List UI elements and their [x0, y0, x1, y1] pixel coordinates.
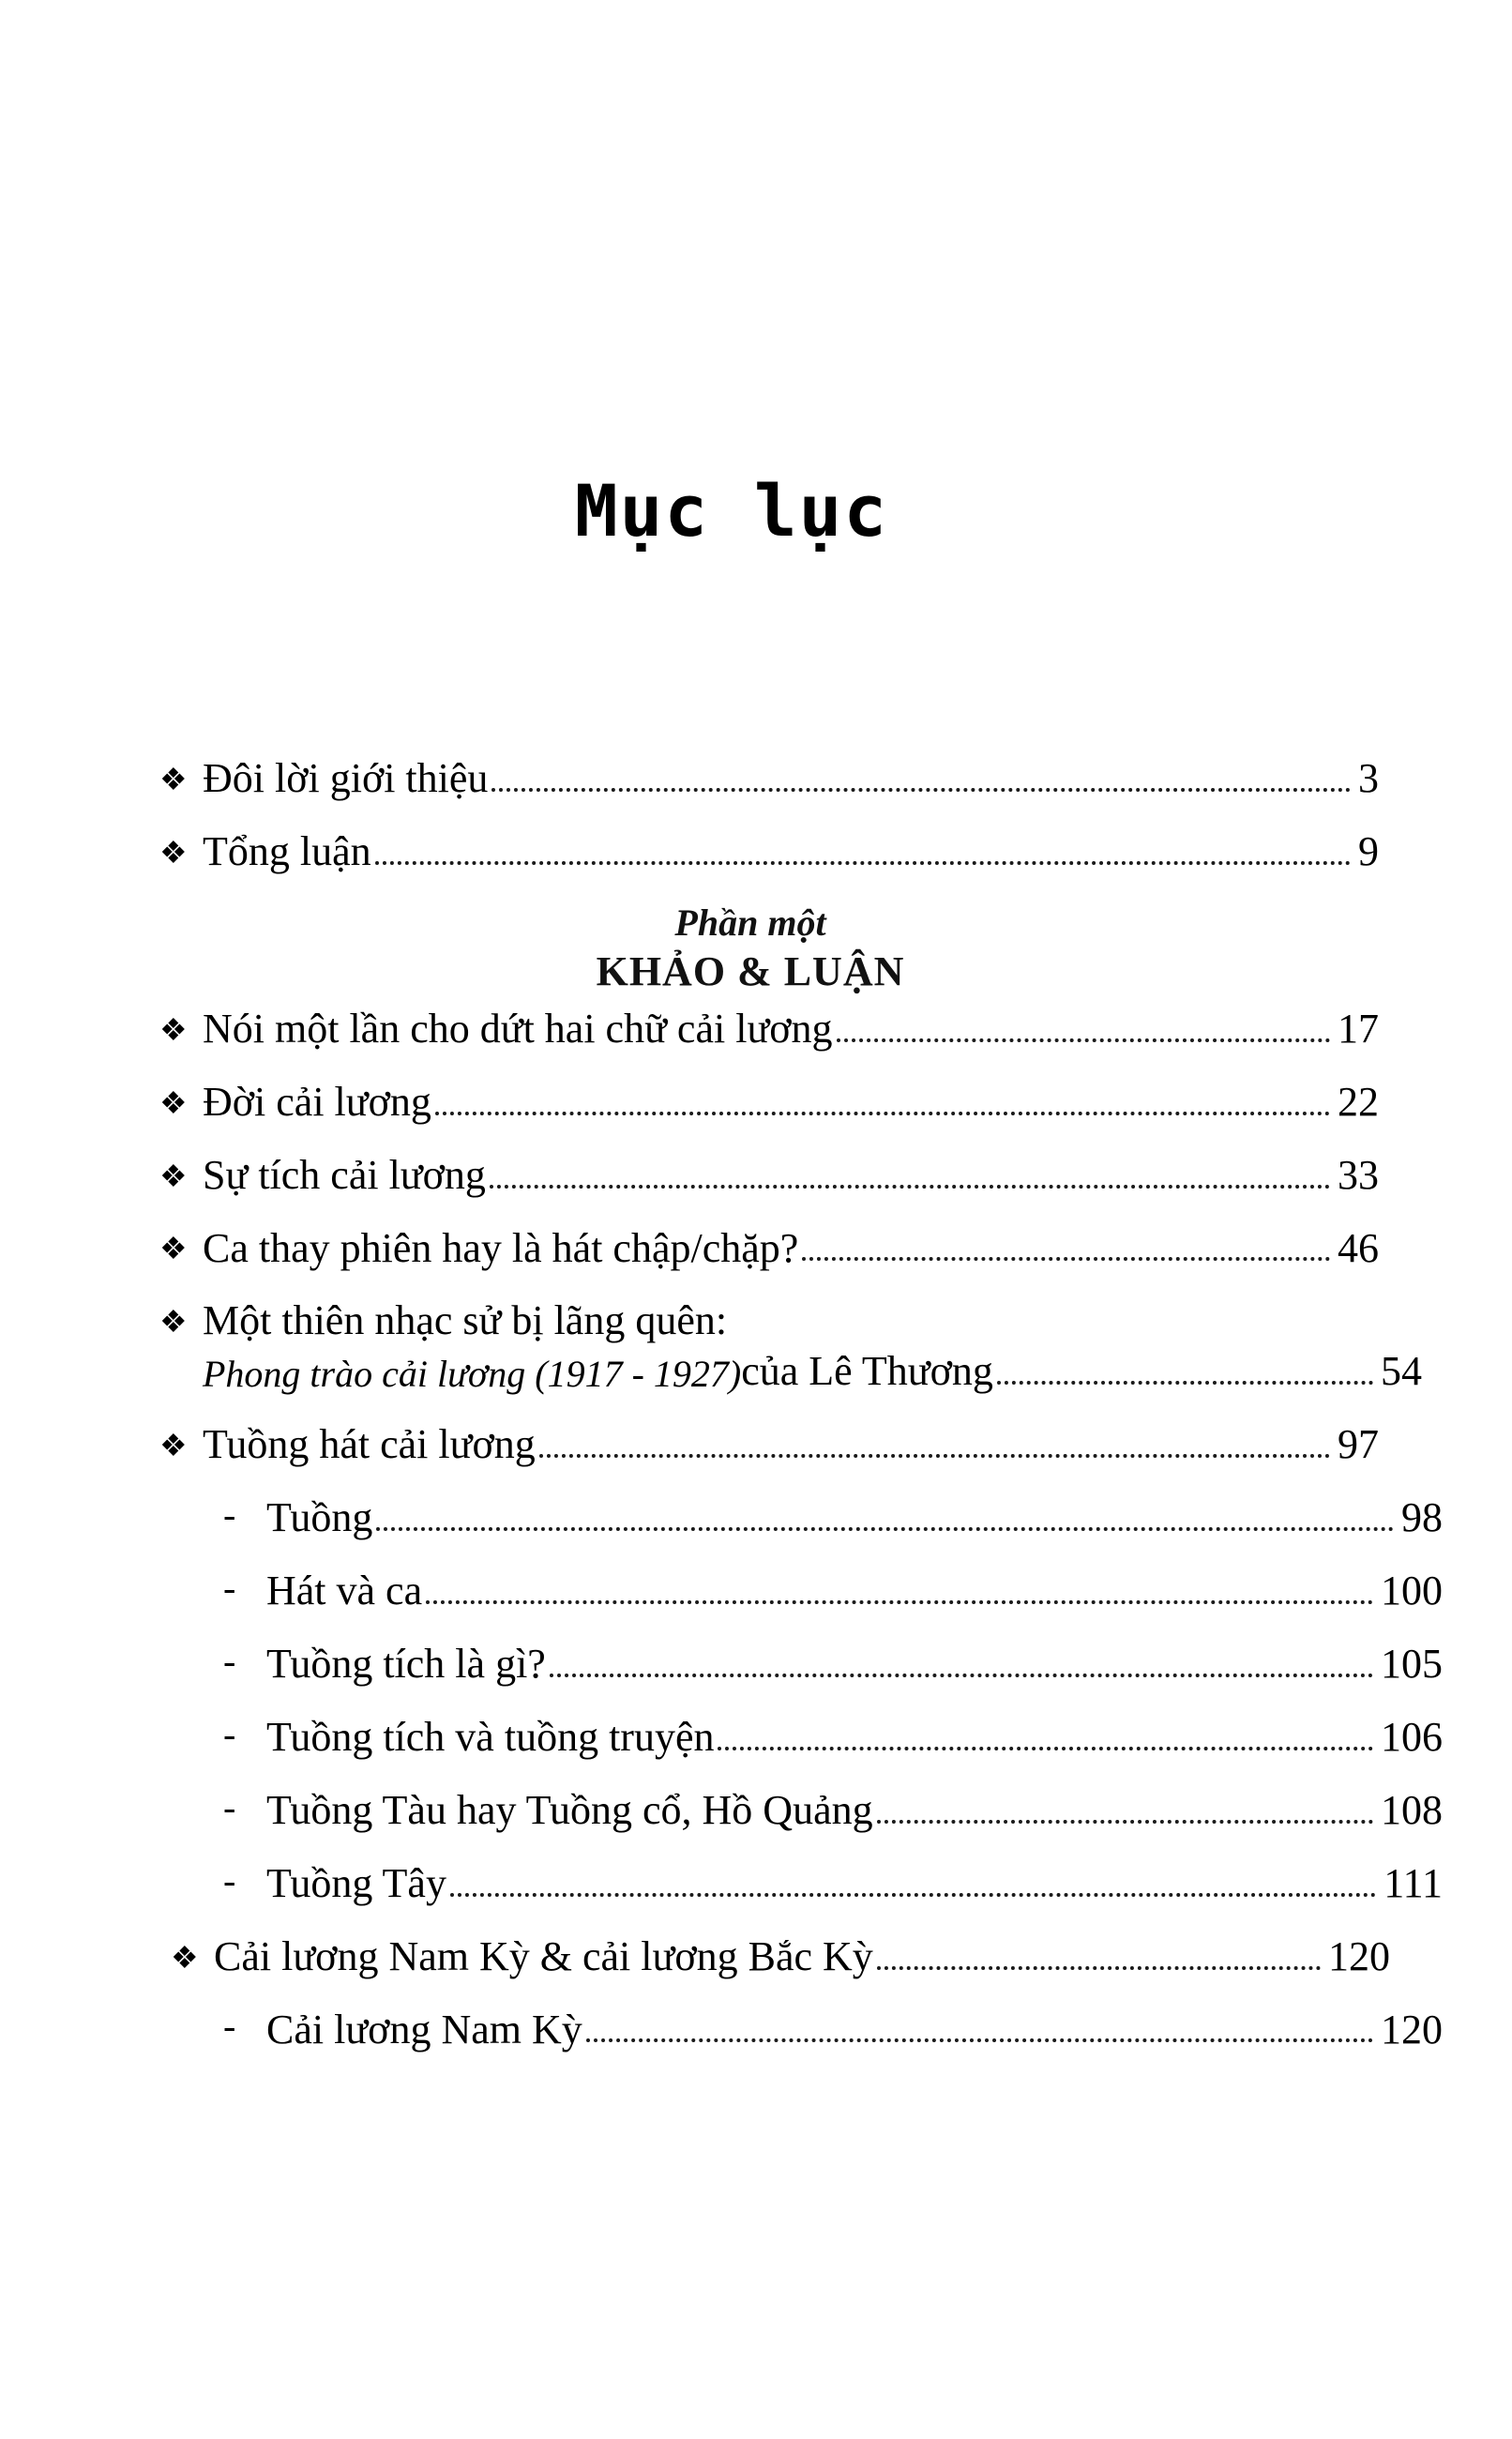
- list-item[interactable]: [159, 827, 1379, 876]
- list-item[interactable]: [159, 1493, 1443, 1542]
- toc-entry-label: Đời cải lương: [203, 1078, 431, 1125]
- table-of-contents: [159, 754, 1443, 2053]
- dot-leader: [802, 1256, 1330, 1261]
- toc-entry-label-rest: của Lê Thương: [741, 1348, 993, 1395]
- toc-entry-label: Đôi lời giới thiệu: [203, 755, 489, 801]
- dot-leader: [491, 787, 1351, 792]
- toc-entry-page: 106: [1381, 1713, 1443, 1760]
- diamond-bullet-icon: ❖: [159, 763, 188, 797]
- toc-entry-page: 97: [1338, 1421, 1379, 1468]
- toc-entry-label: Tuồng Tàu hay Tuồng cổ, Hồ Quảng: [266, 1786, 873, 1833]
- toc-entry-label-italic: Phong trào cải lương (1917 - 1927): [203, 1353, 742, 1396]
- diamond-bullet-icon: ❖: [171, 1941, 199, 1976]
- toc-entry-label: Tuồng tích là gì?: [266, 1640, 546, 1687]
- dot-leader: [435, 1111, 1330, 1115]
- list-item[interactable]: [159, 1567, 1443, 1615]
- diamond-bullet-icon: ❖: [159, 1086, 188, 1121]
- toc-entry-label: Tổng luận: [203, 827, 371, 874]
- diamond-bullet-icon: ❖: [159, 1233, 188, 1267]
- toc-entry-page: 3: [1358, 755, 1379, 801]
- list-item[interactable]: [159, 1005, 1379, 1053]
- list-item[interactable]: [159, 1296, 1379, 1345]
- toc-entry-label: Tuồng: [266, 1494, 373, 1541]
- toc-entry-page: 98: [1401, 1494, 1443, 1541]
- part-heading-line1: Phần một: [674, 901, 826, 944]
- dash-bullet-icon: -: [223, 1566, 236, 1609]
- diamond-bullet-icon: ❖: [159, 1306, 188, 1341]
- diamond-bullet-icon: ❖: [159, 1430, 188, 1464]
- toc-entry-label: Tuồng tích và tuồng truyện: [266, 1713, 715, 1760]
- toc-entry-label: Cải lương Nam Kỳ: [266, 2006, 582, 2053]
- toc-entry-label: Sự tích cải lương: [203, 1151, 486, 1198]
- toc-content: [159, 0, 1443, 2078]
- diamond-bullet-icon: ❖: [159, 1013, 188, 1048]
- list-item[interactable]: [159, 1786, 1443, 1835]
- dot-leader: [550, 1673, 1373, 1677]
- toc-entry-label: Tuồng hát cải lương: [203, 1421, 536, 1468]
- list-item[interactable]: [159, 2006, 1443, 2054]
- toc-entry-page: 33: [1338, 1151, 1379, 1198]
- dot-leader: [837, 1038, 1330, 1042]
- toc-entry-page: 46: [1338, 1224, 1379, 1271]
- toc-entry-continuation[interactable]: [159, 1347, 1422, 1396]
- dot-leader: [718, 1746, 1373, 1750]
- dot-leader: [586, 2038, 1373, 2042]
- toc-entry-label: Ca thay phiên hay là hát chập/chặp?: [203, 1224, 799, 1271]
- toc-entry-label-line1: Một thiên nhạc sử bị lãng quên:: [203, 1297, 728, 1344]
- dot-leader: [877, 1965, 1321, 1970]
- list-item[interactable]: [159, 1420, 1379, 1469]
- dot-leader: [997, 1380, 1373, 1385]
- toc-entry-page: 54: [1381, 1348, 1422, 1395]
- dot-leader: [426, 1599, 1373, 1604]
- toc-entry-page: 120: [1381, 2006, 1443, 2053]
- toc-entry-page: 105: [1381, 1640, 1443, 1687]
- dot-leader: [539, 1453, 1330, 1458]
- list-item[interactable]: [159, 1224, 1379, 1273]
- list-item[interactable]: [159, 1932, 1390, 1981]
- list-item[interactable]: [159, 754, 1379, 803]
- diamond-bullet-icon: ❖: [159, 836, 188, 871]
- dot-leader: [450, 1892, 1376, 1897]
- toc-entry-page: 22: [1338, 1078, 1379, 1125]
- dash-bullet-icon: -: [223, 2005, 236, 2048]
- toc-entry-label: Nói một lần cho dứt hai chữ cải lương: [203, 1005, 833, 1052]
- dash-bullet-icon: -: [223, 1639, 236, 1682]
- toc-entry-page: 100: [1381, 1568, 1443, 1614]
- page-title: Mục lục: [574, 469, 889, 553]
- dash-bullet-icon: -: [223, 1712, 236, 1755]
- toc-entry-page: 108: [1381, 1786, 1443, 1833]
- part-heading-line2: KHẢO & LUẬN: [596, 947, 905, 994]
- dot-leader: [877, 1819, 1373, 1824]
- dot-leader: [490, 1184, 1330, 1189]
- toc-entry-page: 9: [1358, 827, 1379, 874]
- dot-leader: [375, 860, 1351, 865]
- list-item[interactable]: [159, 1640, 1443, 1689]
- toc-entry-label: Hát và ca: [266, 1568, 423, 1614]
- dash-bullet-icon: -: [223, 1785, 236, 1828]
- list-item[interactable]: [159, 1859, 1443, 1908]
- list-item[interactable]: [159, 1713, 1443, 1762]
- list-item[interactable]: [159, 1078, 1379, 1127]
- dash-bullet-icon: -: [223, 1493, 236, 1537]
- list-item[interactable]: [159, 1151, 1379, 1200]
- toc-entry-page: 120: [1328, 1932, 1390, 1979]
- dash-bullet-icon: -: [223, 1858, 236, 1901]
- part-heading: [159, 901, 1379, 997]
- toc-entry-label: Cải lương Nam Kỳ & cải lương Bắc Kỳ: [214, 1932, 873, 1979]
- diamond-bullet-icon: ❖: [159, 1159, 188, 1194]
- toc-entry-page: 111: [1383, 1859, 1443, 1906]
- toc-entry-page: 17: [1338, 1005, 1379, 1052]
- dot-leader: [376, 1526, 1394, 1531]
- toc-entry-label: Tuồng Tây: [266, 1859, 446, 1906]
